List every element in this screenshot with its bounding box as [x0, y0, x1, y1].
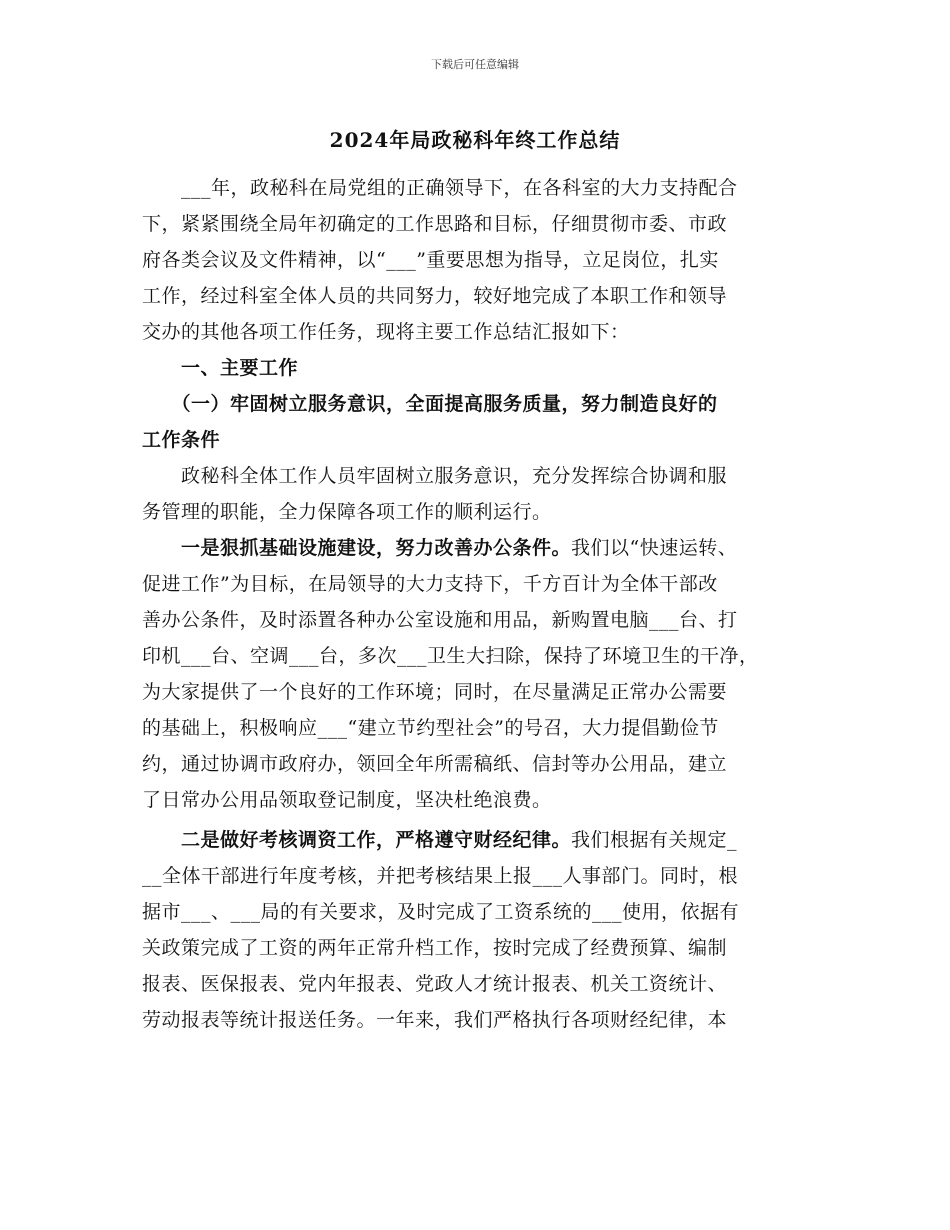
text-line: [142, 458, 810, 494]
text-line: [142, 966, 810, 1002]
text-line: [142, 350, 810, 386]
text-line: [142, 858, 810, 894]
document-title: 2024年局政秘科年终工作总结: [329, 128, 621, 152]
text-line: [142, 530, 810, 566]
bold-text-segment: 工作条件: [142, 429, 221, 451]
text-segment: 务管理的职能，全力保障各项工作的顺利运行。: [142, 501, 552, 523]
text-segment: 交办的其他各项工作任务，现将主要工作总结汇报如下：: [142, 321, 630, 343]
text-segment: ___年，政秘科在局党组的正确领导下，在各科室的大力支持配合: [142, 177, 738, 199]
text-segment: 下，紧紧围绕全局年初确定的工作思路和目标，仔细贯彻市委、市政: [142, 213, 728, 235]
text-segment: 府各类会议及文件精神，以“___”重要思想为指导，立足岗位，扎实: [142, 249, 719, 271]
text-segment: 工作，经过科室全体人员的共同努力，较好地完成了本职工作和领导: [142, 285, 728, 307]
text-line: [142, 638, 810, 674]
text-segment: 劳动报表等统计报送任务。一年来，我们严格执行各项财经纪律，本: [142, 1009, 728, 1031]
text-segment: 为大家提供了一个良好的工作环境；同时，在尽量满足正常办公需要: [142, 681, 728, 703]
text-line: [142, 746, 810, 782]
text-segment: 报表、医保报表、党内年报表、党政人才统计报表、机关工资统计、: [142, 973, 728, 995]
text-segment: __全体干部进行年度考核，并把考核结果上报___人事部门。同时，根: [142, 865, 739, 887]
bold-text-segment: 一是狠抓基础设施建设，努力改善办公条件。: [142, 537, 572, 559]
text-line: [142, 422, 810, 458]
text-line: [142, 674, 810, 710]
text-line: [142, 494, 810, 530]
text-line: [142, 822, 810, 858]
text-line: [142, 242, 810, 278]
text-line: [142, 930, 810, 966]
bold-text-segment: 二是做好考核调资工作，严格遵守财经纪律。: [142, 829, 572, 851]
text-line: [142, 566, 810, 602]
text-line: [142, 206, 810, 242]
text-segment: 据市___、___局的有关要求，及时完成了工资系统的___使用，依据有: [142, 901, 740, 923]
text-line: [142, 894, 810, 930]
text-segment: 关政策完成了工资的两年正常升档工作，按时完成了经费预算、编制: [142, 937, 728, 959]
bold-text-segment: （一）牢固树立服务意识，全面提高服务质量，努力制造良好的: [142, 393, 718, 415]
text-line: [142, 782, 810, 818]
text-segment: 善办公条件，及时添置各种办公室设施和用品，新购置电脑___台、打: [142, 609, 738, 631]
text-line: [142, 170, 810, 206]
text-line: [142, 386, 810, 422]
text-segment: 的基础上，积极响应___“建立节约型社会”的号召，大力提倡勤俭节: [142, 717, 719, 739]
text-line: [142, 602, 810, 638]
text-segment: 我们以“快速运转、: [571, 537, 738, 559]
text-segment: 政秘科全体工作人员牢固树立服务意识，充分发挥综合协调和服: [142, 465, 728, 487]
text-segment: 我们根据有关规定_: [571, 829, 738, 851]
text-segment: 促进工作”为目标，在局领导的大力支持下，千方百计为全体干部改: [142, 573, 718, 595]
header-note: 下载后可任意编辑: [431, 58, 519, 71]
text-line: [142, 278, 810, 314]
bold-text-segment: 一、主要工作: [142, 357, 299, 379]
text-segment: 印机___台、空调___台，多次___卫生大扫除，保持了环境卫生的干净，: [142, 645, 759, 667]
document-body: [142, 170, 810, 1038]
text-line: [142, 710, 810, 746]
text-line: [142, 314, 810, 350]
text-segment: 了日常办公用品领取登记制度，坚决杜绝浪费。: [142, 789, 552, 811]
text-segment: 约，通过协调市政府办，领回全年所需稿纸、信封等办公用品，建立: [142, 753, 728, 775]
text-line: [142, 1002, 810, 1038]
